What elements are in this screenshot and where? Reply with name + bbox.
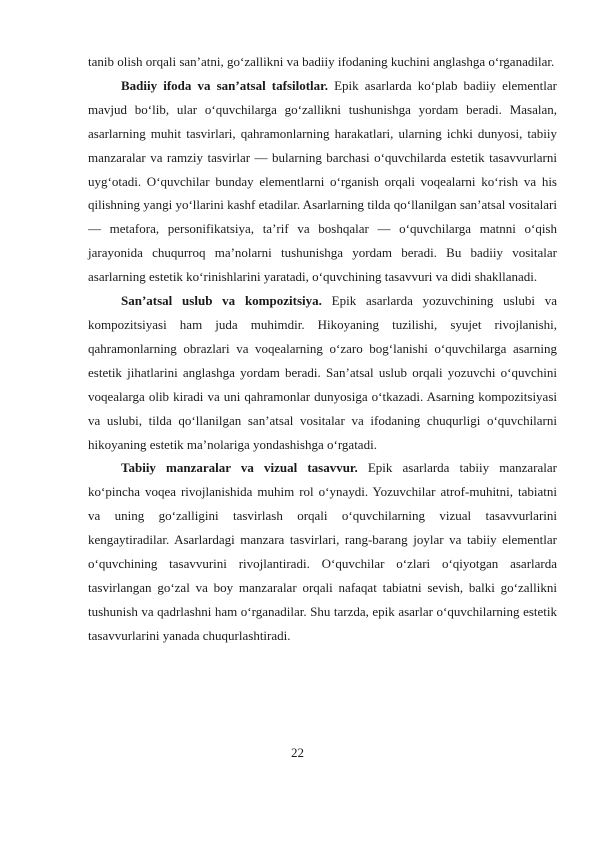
paragraph-heading: San’atsal uslub va kompozitsiya. [121, 293, 322, 309]
paragraph-sanatsal-uslub [88, 289, 557, 456]
paragraph-text: Epik asarlarda ko‘plab badiiy elementlar mavjud bo‘lib, ular o‘quvchilarga go‘zallikni tushunishga yordam beradi. Masalan, asarlarning muhit tasvirlari, qahramonlarning harakatlari, ularning ichki dunyosi, tabiiy manzaralar va ramziy tasvirlar — bularning barchasi o‘quvchilarda estetik tasavvurlarni uyg‘otadi. O‘quvchilar bunday elementlarni o‘rganish orqali voqealarni ko‘rish va his qilishning yangi yo‘llarini kashf etadilar. Asarlarning tilda qo‘llanilgan san’atsal vositalari — metafora, personifikatsiya, ta’rif va boshqalar — o‘quvchilarga matnni o‘qish jarayonida chuqurroq ma’nolarni tushunishga yordam beradi. Bu badiiy vositalar asarlarning estetik ko‘rinishlarini yaratadi, o‘quvchining tasavvuri va didi shakllanadi. [88, 77, 557, 285]
document-page [88, 50, 557, 648]
paragraph-text: Epik asarlarda tabiiy manzaralar ko‘pincha voqea rivojlanishida muhim rol o‘ynaydi. Yozuvchilar atrof-muhitni, tabiatni va uning go‘zalligini tasvirlash orqali o‘quvchilarning vizual tasavvurlarini kengaytiradilar. Asarlardagi manzara tasvirlari, rang-barang joylar va tabiiy elementlar o‘quvchining tasavvurini rivojlantiradi. O‘quvchilar o‘zlari o‘qiyotgan asarlarda tasvirlangan go‘zal va boy manzaralar orqali nafaqat tabiatni sevish, balki go‘zallikni tushunish va qadrlashni ham o‘rganadilar. Shu tarzda, epik asarlar o‘quvchilarning estetik tasavvurlarini yanada chuqurlashtiradi. [88, 460, 557, 643]
paragraph-heading: Badiiy ifoda va san’atsal tafsilotlar. [121, 77, 328, 93]
paragraph-badiiy-ifoda [88, 74, 557, 289]
paragraph-tabiiy-manzaralar [88, 456, 557, 647]
page-number: 22 [291, 745, 304, 760]
paragraph-heading: Tabiiy manzaralar va vizual tasavvur. [121, 460, 358, 476]
paragraph-text: tanib olish orqali san’atni, go‘zallikni va badiiy ifodaning kuchini anglashga o‘rganadilar. [88, 54, 555, 69]
paragraph-continuation [88, 50, 557, 74]
paragraph-text: Epik asarlarda yozuvchining uslubi va kompozitsiyasi ham juda muhimdir. Hikoyaning tuzilishi, syujet rivojlanishi, qahramonlarning obrazlari va voqealarning o‘zaro bog‘lanishi o‘quvchilarga asarning estetik jihatlarini anglashga yordam beradi. San’atsal uslub orqali yozuvchi o‘quvchini voqealarga olib kiradi va uni qahramonlar dunyosiga o‘tkazadi. Asarning kompozitsiyasi va uslubi, tilda qo‘llanilgan san’atsal vositalar va ifodaning chuqurligi o‘quvchilarni hikoyaning estetik ma’nolariga yondashishga o‘rgatadi. [88, 293, 557, 452]
